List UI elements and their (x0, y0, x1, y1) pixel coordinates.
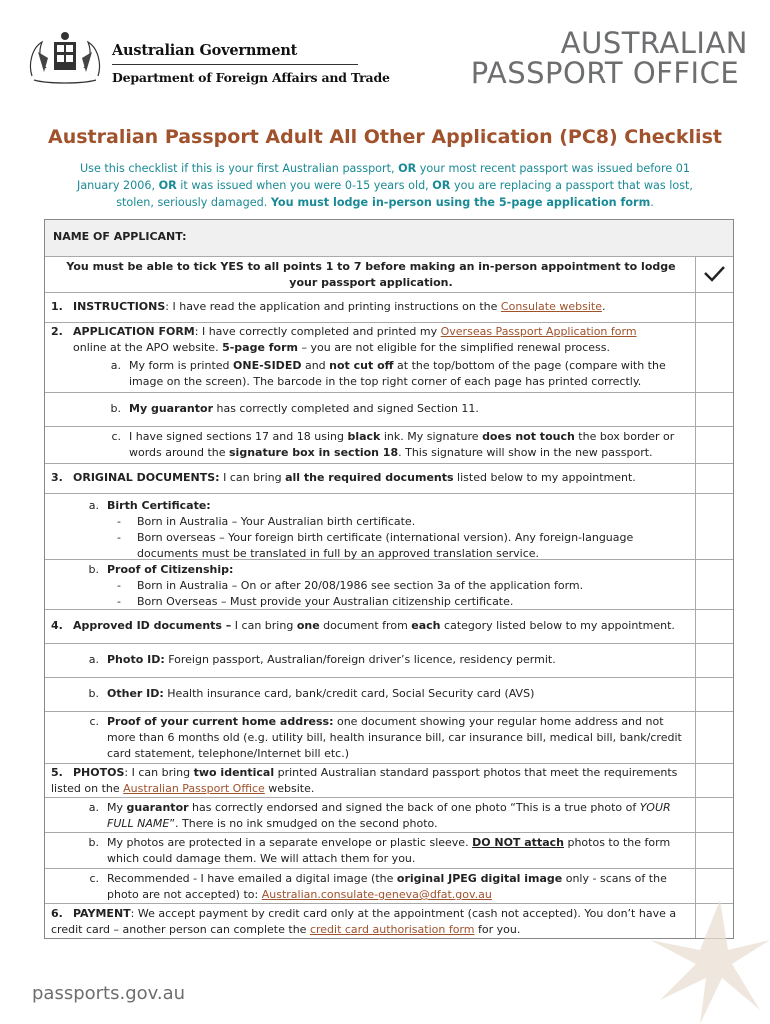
sub-label: a. (88, 801, 99, 814)
sub-label: b. (88, 563, 99, 576)
tick-box[interactable] (695, 798, 733, 832)
item-heading: ORIGINAL DOCUMENTS: (73, 471, 220, 484)
tick-box[interactable] (695, 427, 733, 463)
item-bold: each (411, 619, 441, 632)
item-text (45, 610, 695, 643)
item-heading: Proof of Citizenship: (107, 563, 234, 576)
tick-box[interactable] (695, 494, 733, 559)
item-heading: Birth Certificate: (107, 499, 211, 512)
intro-or: OR (398, 162, 417, 175)
item-bold: DO NOT attach (472, 836, 564, 849)
item-text (45, 798, 695, 832)
checklist-item-2b (45, 392, 733, 426)
tick-box[interactable] (695, 644, 733, 677)
item-body: Recommended - I have emailed a digital image (the (107, 872, 397, 885)
item-body: photos to the form which could damage them. We will attach them for you. (107, 836, 671, 865)
apo-website-link[interactable]: Australian Passport Office (123, 782, 265, 795)
item-body: : I have read the application and printing instructions on the (165, 300, 501, 313)
item-body: website. (264, 782, 315, 795)
name-label: NAME OF APPLICANT: (45, 220, 733, 256)
item-body: I can bring (231, 619, 297, 632)
item-text (45, 356, 695, 392)
checklist-item-4b (45, 677, 733, 711)
checklist-item-4 (45, 609, 733, 643)
item-bold: black (347, 430, 381, 443)
checklist-item-5a (45, 797, 733, 832)
consulate-email-link[interactable]: Australian.consulate-geneva@dfat.gov.au (261, 888, 492, 901)
item-number: 5. (51, 766, 63, 779)
intro-text: it was issued when you were 0-15 years old, (176, 179, 433, 192)
coat-of-arms-icon (24, 28, 106, 90)
item-heading: PHOTOS (73, 766, 125, 779)
item-text (45, 678, 695, 711)
item-body: one document showing your regular home address and not more than 6 months old (e.g. utility bill, health insurance bill, car insurance bill, medical bill, bank/credit card statement, telephone/Internet bill etc.) (107, 715, 682, 760)
item-body: My form is printed (129, 359, 234, 372)
checklist-item-2c (45, 426, 733, 463)
intro-text: . (650, 196, 654, 209)
item-text (45, 712, 695, 763)
item-heading: PAYMENT (73, 907, 131, 920)
item-body: only - scans of the photo are not accepted) to: (107, 872, 667, 901)
footer-url: passports.gov.au (32, 983, 186, 1004)
intro-or: OR (432, 179, 451, 192)
item-number: 6. (51, 907, 63, 920)
sub-label: b. (88, 836, 99, 849)
item-number: 2. (51, 325, 63, 338)
checklist-item-4c (45, 711, 733, 763)
checklist-item-3 (45, 463, 733, 493)
item-bold: all the required documents (285, 471, 454, 484)
item-body: : I have correctly completed and printed my (194, 325, 441, 338)
item-bold: does not touch (482, 430, 575, 443)
item-text (45, 833, 695, 868)
item-body: – you are not eligible for the simplified renewal process. (298, 341, 611, 354)
sub-label: a. (88, 499, 99, 512)
item-italic: YOUR FULL NAME (107, 801, 671, 830)
credit-card-form-link[interactable]: credit card authorisation form (309, 923, 475, 936)
checkmark-icon (696, 257, 732, 291)
item-body: . (601, 300, 606, 313)
tick-box[interactable] (695, 833, 733, 868)
item-body: online at the APO website. (73, 341, 223, 354)
item-text (45, 323, 695, 356)
tick-box[interactable] (695, 293, 733, 322)
item-body: for you. (474, 923, 521, 936)
item-heading: INSTRUCTIONS (73, 300, 166, 313)
item-text (45, 393, 695, 426)
checklist-item-3a (45, 493, 733, 559)
item-text (45, 644, 695, 677)
checklist-item-5b (45, 832, 733, 868)
item-bold: original JPEG digital image (396, 872, 563, 885)
item-body: category listed below to my appointment. (440, 619, 675, 632)
apo-line2: PASSPORT OFFICE (470, 56, 740, 90)
item-heading: APPLICATION FORM (73, 325, 195, 338)
item-body: Health insurance card, bank/credit card, Social Security card (AVS) (163, 687, 535, 700)
item-bold: guarantor (126, 801, 189, 814)
item-body: has correctly completed and signed Section 11. (213, 402, 479, 415)
consulate-website-link[interactable]: Consulate website (500, 300, 602, 313)
item-bold: Photo ID: (107, 653, 165, 666)
item-body: My (107, 801, 127, 814)
tick-box[interactable] (695, 610, 733, 643)
must-tick-text: You must be able to tick YES to all points 1 to 7 before making an in-person appointment to lodge your passport application. (66, 260, 676, 289)
item-body: Born in Australia – Your Australian birth certificate. (137, 515, 416, 528)
item-bold: My guarantor (129, 402, 213, 415)
tick-header (695, 257, 733, 292)
item-body: Born overseas – Your foreign birth certificate (international version). Any foreign-language documents must be translated in full by an approved translation service. (137, 531, 634, 560)
apo-line1: AUSTRALIAN (560, 26, 748, 60)
item-body: I can bring (219, 471, 286, 484)
item-bold: not cut off (329, 359, 394, 372)
item-body: : I can bring (124, 766, 194, 779)
government-wordmark (112, 42, 390, 85)
tick-box[interactable] (695, 393, 733, 426)
item-body: : We accept payment by credit card only at the appointment (cash not accepted). You don’t have a credit card – another person can complete the (51, 907, 677, 936)
item-bold: two identical (193, 766, 275, 779)
item-body: ”. There is no ink smudged on the second photo. (169, 817, 438, 830)
checklist-table (44, 219, 734, 939)
sub-label: c. (89, 872, 99, 885)
item-body: Born Overseas – Must provide your Australian citizenship certificate. (137, 595, 514, 608)
name-row (45, 220, 733, 256)
tick-box[interactable] (695, 323, 733, 356)
item-body: and (301, 359, 330, 372)
item-text (45, 904, 695, 938)
item-text (45, 494, 695, 559)
starburst-icon (600, 880, 770, 1024)
item-number: 1. (51, 300, 63, 313)
tick-box[interactable] (695, 678, 733, 711)
item-body: Foreign passport, Australian/foreign driver’s licence, residency permit. (164, 653, 556, 666)
gov-divider (112, 64, 358, 65)
tick-box[interactable] (695, 560, 733, 609)
item-body: listed below to my appointment. (453, 471, 636, 484)
item-body: I have signed sections 17 and 18 using (129, 430, 348, 443)
item-body: document from (319, 619, 412, 632)
sub-label: c. (89, 715, 99, 728)
intro-or: OR (158, 179, 177, 192)
tick-box[interactable] (695, 712, 733, 763)
checklist-item-4a (45, 643, 733, 677)
item-bold: ONE-SIDED (233, 359, 302, 372)
sub-label: a. (110, 359, 121, 372)
checklist-item-2a (45, 356, 733, 392)
sub-label: a. (88, 653, 99, 666)
checklist-item-1 (45, 292, 733, 322)
tick-box[interactable] (695, 464, 733, 493)
intro-paragraph (60, 160, 710, 211)
item-bold: Proof of your current home address: (107, 715, 334, 728)
gov-name: Australian Government (112, 42, 298, 59)
dash: - (117, 579, 121, 592)
apo-wordmark (471, 28, 748, 88)
item-bold: Other ID: (107, 687, 164, 700)
page-header (0, 0, 770, 110)
sub-label: c. (111, 430, 121, 443)
item-bold: one (296, 619, 320, 632)
item-bold: 5-page form (222, 341, 298, 354)
tick-box[interactable] (695, 764, 733, 797)
intro-text: you are replacing a passport that was lost, stolen, seriously damaged. (116, 179, 693, 209)
item-number: 4. (51, 619, 63, 632)
dash: - (117, 531, 121, 544)
tick-box[interactable] (695, 356, 733, 392)
item-number: 3. (51, 471, 63, 484)
item-text (45, 427, 695, 463)
item-text (45, 560, 695, 609)
application-form-link[interactable]: Overseas Passport Application form (440, 325, 637, 338)
intro-text: Use this checklist if this is your first Australian passport, (79, 162, 399, 175)
sub-label: b. (110, 402, 121, 415)
intro-bold: You must lodge in-person using the 5-page application form (270, 196, 651, 209)
checklist-item-3b (45, 559, 733, 609)
item-heading: Approved ID documents – (73, 619, 232, 632)
item-body: . This signature will show in the new passport. (398, 446, 653, 459)
sub-label: b. (88, 687, 99, 700)
checklist-item-2 (45, 322, 733, 356)
dash: - (117, 595, 121, 608)
item-bold: signature box in section 18 (229, 446, 399, 459)
item-text (45, 293, 695, 322)
item-body: printed Australian standard passport photos that meet the requirements listed on the (51, 766, 678, 795)
item-body: ink. My signature (380, 430, 483, 443)
item-text (45, 869, 695, 903)
checklist-item-5 (45, 763, 733, 797)
item-body: the box border or words around the (129, 430, 675, 459)
item-body: Born in Australia – On or after 20/08/1986 see section 3a of the application form. (137, 579, 584, 592)
item-body: has correctly endorsed and signed the back of one photo “This is a true photo of (188, 801, 640, 814)
intro-text: your most recent passport was issued before 01 January 2006, (77, 162, 691, 192)
item-body: My photos are protected in a separate envelope or plastic sleeve. (107, 836, 473, 849)
item-body: at the top/bottom of the page (compare with the image on the screen). The barcode in the top right corner of each page has printed correctly. (129, 359, 666, 388)
page-title: Australian Passport Adult All Other Application (PC8) Checklist (48, 126, 722, 148)
instruction-row (45, 256, 733, 292)
item-text (45, 764, 695, 797)
dash: - (117, 515, 121, 528)
item-text (45, 464, 695, 493)
department-name: Department of Foreign Affairs and Trade (112, 70, 390, 85)
